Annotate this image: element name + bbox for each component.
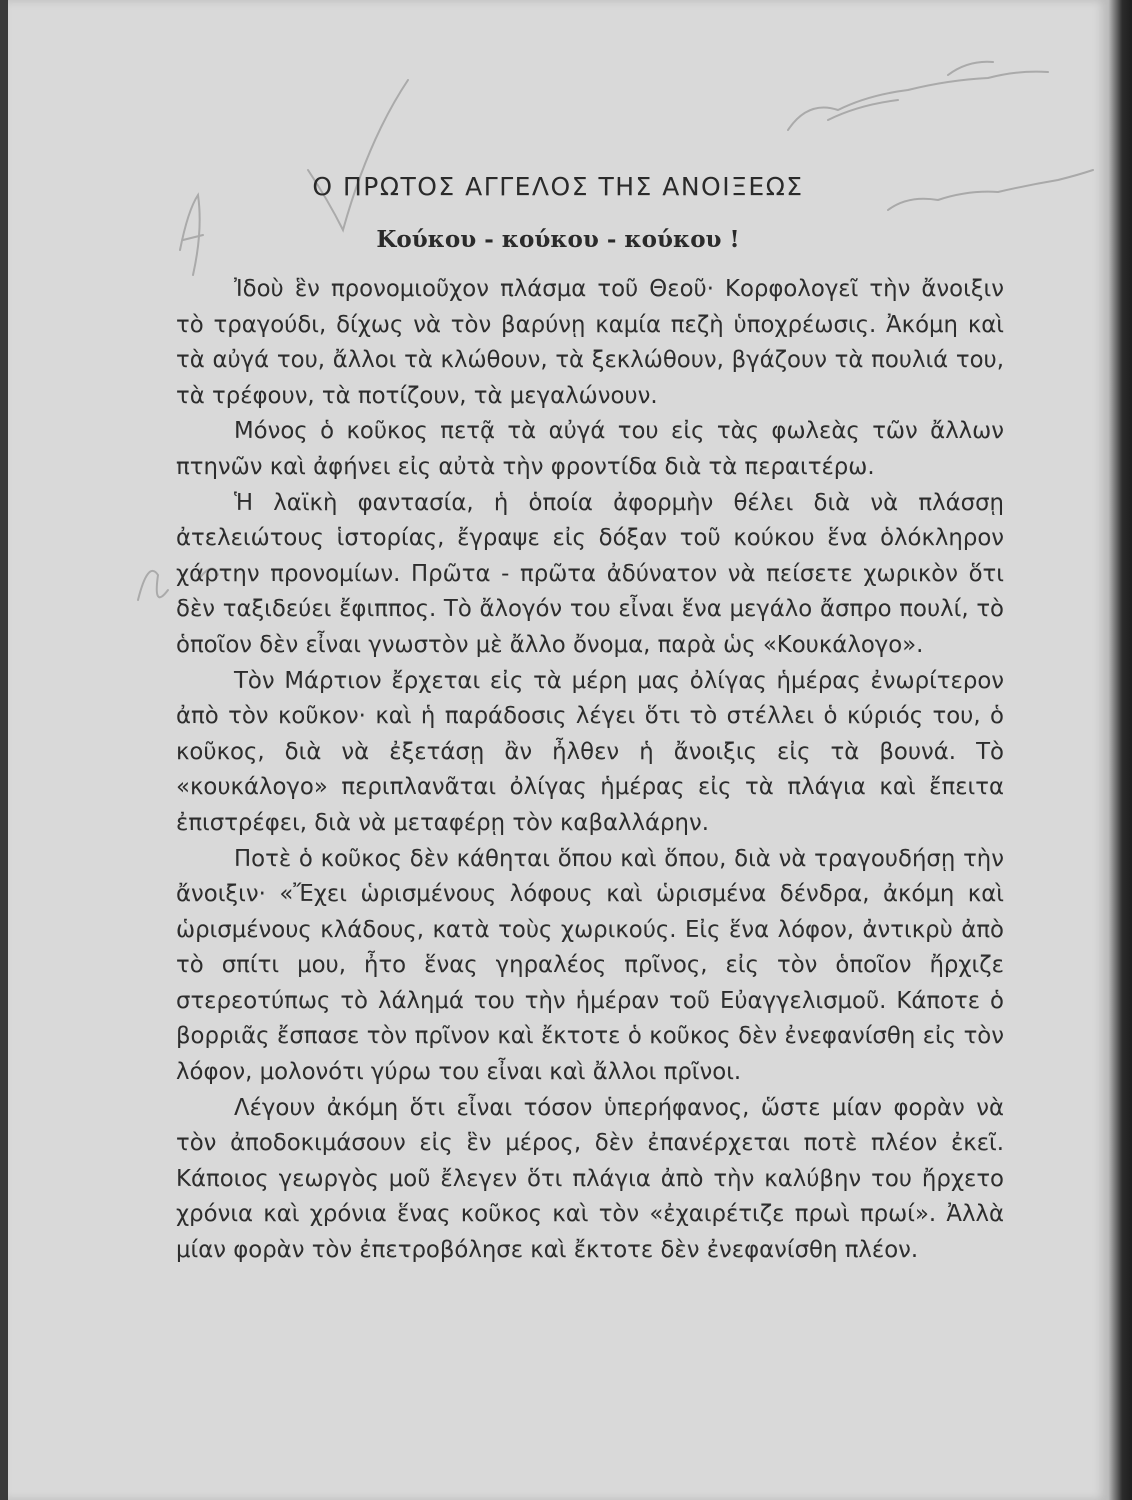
paragraph: Ποτὲ ὁ κοῦκος δὲν κάθηται ὅπου καὶ ὅπου, διὰ νὰ τραγουδήσῃ τὴν ἄνοιξιν· «Ἔχει ὡρισμένους λόφους καὶ ὡρισμένα δένδρα, ἀκόμη καὶ ὡρισμένους κλάδους, κατὰ τοὺς χωρικούς. Εἰς ἕνα λόφον, ἀντικρὺ ἀπὸ τὸ σπίτι μου, ἦτο ἕνας γηραλέος πρῖνος, εἰς τὸν ὁποῖον ἤρχιζε στερεοτύπως τὸ λάλημά του τὴν ἡμέραν τοῦ Εὐαγγελισμοῦ. Κάποτε ὁ βορριᾶς ἔσπασε τὸν πρῖνον καὶ ἔκτοτε ὁ κοῦκος δὲν ἐνεφανίσθη εἰς τὸν λόφον, μολονότι γύρω του εἶναι καὶ ἄλλοι πρῖνοι. (176, 845, 1004, 1086)
paragraph: Ἰδοὺ ἓν προνομιοῦχον πλάσμα τοῦ Θεοῦ· Κορφολογεῖ τὴν ἄνοιξιν τὸ τραγούδι, δίχως νὰ τὸν βαρύνῃ καμία πεζὴ ὑποχρέωσις. Ἀκόμη καὶ τὰ αὐγά του, ἄλλοι τὰ κλώθουν, τὰ ξεκλώθουν, βγάζουν τὰ πουλιά του, τὰ τρέφουν, τὰ ποτίζουν, τὰ μεγαλώνουν. (176, 276, 1004, 409)
paragraph: Λέγουν ἀκόμη ὅτι εἶναι τόσον ὑπερήφανος, ὥστε μίαν φορὰν νὰ τὸν ἀποδοκιμάσουν εἰς ἓν μέρος, δὲν ἐπανέρχεται ποτὲ πλέον ἐκεῖ. Κάποιος γεωργὸς μοῦ ἔλεγεν ὅτι πλάγια ἀπὸ τὴν καλύβην του ἤρχετο χρόνια καὶ χρόνια ἕνας κοῦκος καὶ τὸν «ἐχαιρέτιζε πρωὶ πρωί». Ἀλλὰ μίαν φορὰν τὸν ἐπετροβόλησε καὶ ἔκτοτε δὲν ἐνεφανίσθη πλέον. (176, 1094, 1004, 1264)
pencil-scribble-top-right (788, 62, 1048, 130)
book-page (8, 0, 1108, 1500)
body-text (176, 272, 1004, 1269)
paragraph: Τὸν Μάρτιον ἔρχεται εἰς τὰ μέρη μας ὀλίγας ἡμέρας ἐνωρίτερον ἀπὸ τὸν κοῦκον· καὶ ἡ παράδοσις λέγει ὅτι τὸ στέλλει ὁ κύριός του, ὁ κοῦκος, διὰ νὰ ἐξετάσῃ ἂν ἦλθεν ἡ ἄνοιξις εἰς τὰ βουνά. Τὸ «κουκάλογο» περιπλανᾶται ὀλίγας ἡμέρας εἰς τὰ πλάγια καὶ ἔπειτα ἐπιστρέφει, διὰ νὰ μεταφέρῃ τὸν καβαλλάρην. (176, 667, 1004, 836)
page-title: Ο ΠΡΩΤΟΣ ΑΓΓΕΛΟΣ ΤΗΣ ΑΝΟΙΞΕΩΣ (312, 172, 804, 201)
page-subtitle: Κούκου - κούκου - κούκου ! (376, 226, 740, 253)
page-edge-shadow (1108, 0, 1132, 1500)
paragraph: Ἡ λαϊκὴ φαντασία, ἡ ὁποία ἀφορμὴν θέλει διὰ νὰ πλάσσῃ ἀτελειώτους ἱστορίας, ἔγραψε εἰς δόξαν τοῦ κούκου ἕνα ὁλόκληρον χάρτην προνομίων. Πρῶτα - πρῶτα ἀδύνατον νὰ πείσετε χωρικὸν ὅτι δὲν ταξιδεύει ἔφιππος. Τὸ ἄλογόν του εἶναι ἕνα μεγάλο ἄσπρο πουλί, τὸ ὁποῖον δὲν εἶναι γνωστὸν μὲ ἄλλο ὄνομα, παρὰ ὡς «Κουκάλογο». (176, 489, 1004, 658)
paragraph: Μόνος ὁ κοῦκος πετᾷ τὰ αὐγά του εἰς τὰς φωλεὰς τῶν ἄλλων πτηνῶν καὶ ἀφήνει εἰς αὐτὰ τὴν φροντίδα διὰ τὰ περαιτέρω. (176, 418, 1004, 480)
pencil-checkmark (308, 80, 408, 230)
